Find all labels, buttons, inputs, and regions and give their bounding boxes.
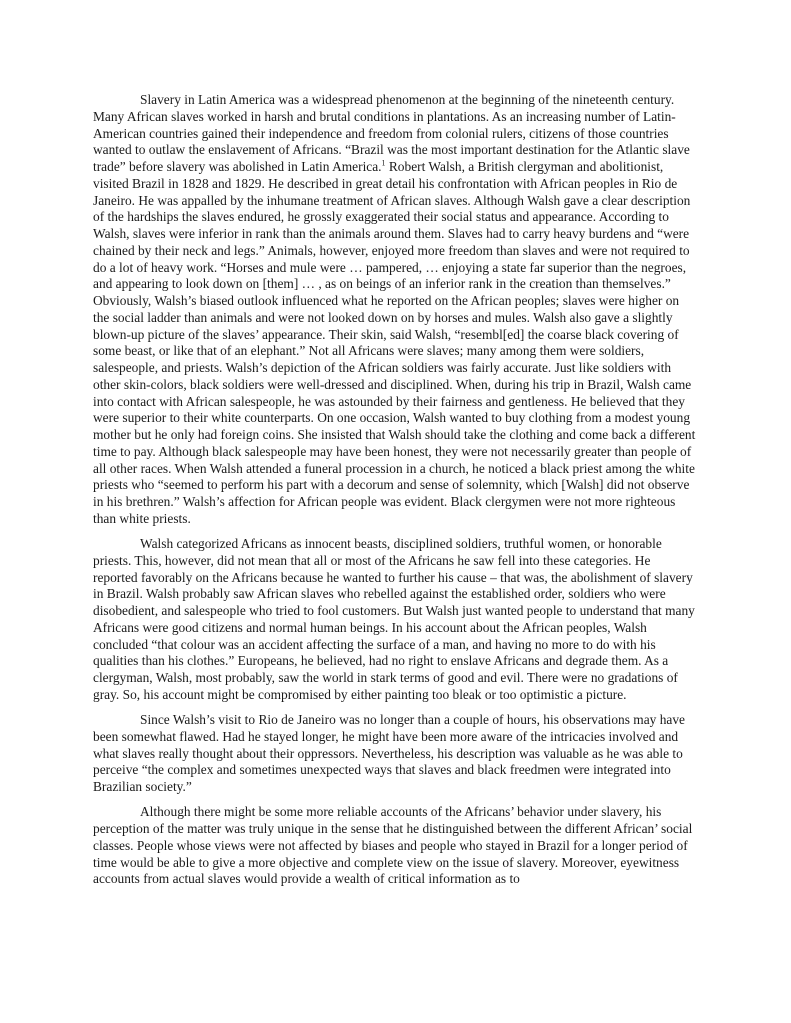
paragraph-1 [93,92,698,528]
paragraph-1-text-a: Slavery in Latin America was a widespread phenomenon at the beginning of the nineteenth century. Many African slaves worked in harsh and brutal conditions in plantations. As an increasing number of Latin-American countries gained their independence and freedom from colonial rulers, citizens of those countries wanted to outlaw the enslavement of Africans. “Brazil was the most important destination for the Atlantic slave trade” before slavery was abolished in Latin America. [93,92,690,174]
paragraph-4: Although there might be some more reliable accounts of the Africans’ behavior under slavery, his perception of the matter was truly unique in the sense that he distinguished between the different African’ social classes. People whose views were not affected by biases and people who stayed in Brazil for a longer period of time would be able to give a more objective and complete view on the issue of slavery. Moreover, eyewitness accounts from actual slaves would provide a wealth of critical information as to [93,804,693,887]
paragraph-2: Walsh categorized Africans as innocent beasts, disciplined soldiers, truthful women, or honorable priests. This, however, did not mean that all or most of the Africans he saw fell into these categories. He reported favorably on the Africans because he wanted to further his cause – that was, the abolishment of slavery in Brazil. Walsh probably saw African slaves who rebelled against the established order, soldiers who were disobedient, and salespeople who tried to fool customers. But Walsh just wanted people to understand that many Africans were good citizens and normal human beings. In his account about the African peoples, Walsh concluded “that colour was an accident affecting the surface of a man, and having no more to do with his qualities than his clothes.” Europeans, he believed, had no right to enslave Africans and degrade them. As a clergyman, Walsh, most probably, saw the world in stark terms of good and evil. There were no gradations of gray. So, his account might be compromised by either painting too bleak or too optimistic a picture. [93,536,695,702]
paragraph-3: Since Walsh’s visit to Rio de Janeiro was no longer than a couple of hours, his observations may have been somewhat flawed. Had he stayed longer, he might have been more aware of the intricacies involved and what slaves really thought about their oppressors. Nevertheless, his description was valuable as he was able to perceive “the complex and sometimes unexpected ways that slaves and black freedmen were integrated into Brazilian society.” [93,712,685,794]
footnote-mark: 1 [381,158,386,168]
paragraph-1-text-b: Robert Walsh, a British clergyman and abolitionist, visited Brazil in 1828 and 1829. He described in great detail his confrontation with African peoples in Rio de Janeiro. He was appalled by the inhumane treatment of African slaves. Although Walsh gave a clear description of the hardships the slaves endured, he grossly exaggerated their social status and appearance. According to Walsh, slaves were inferior in rank than the animals around them. Slaves had to carry heavy burdens and “were chained by their neck and legs.” Animals, however, enjoyed more freedom than slaves and were not required to do a lot of heavy work. “Horses and mule were … pampered, … enjoying a state far superior than the negroes, and appearing to look down on [them] … , as on beings of an inferior rank in the creation than themselves.” Obviously, Walsh’s biased outlook influenced what he reported on the African peoples; slaves were higher on the social ladder than animals and were not looked down on by horses and mules. Walsh also gave a slightly blown-up picture of the slaves’ appearance. Their skin, said Walsh, “resembl[ed] the coarse black covering of some beast, or like that of an elephant.” Not all Africans were slaves; many among them were soldiers, salespeople, and priests. Walsh’s depiction of the African soldiers was fairly accurate. Just like soldiers with other skin-colors, black soldiers were well-dressed and disciplined. When, during his trip in Brazil, Walsh came into contact with African salespeople, he was astounded by their fairness and gentleness. He believed that they were superior to their white counterparts. On one occasion, Walsh wanted to buy clothing from a modest young mother but he only had foreign coins. She insisted that Walsh should take the clothing and come back a different time to pay. Although black salespeople may have been honest, they were not necessarily greater than people of all other races. When Walsh attended a funeral procession in a church, he noticed a black priest among the white priests who “seemed to perform his part with a decorum and sense of solemnity, which [Walsh] did not observe in his brethren.” Walsh’s affection for African people was evident. Black clergymen were not more righteous than white priests. [93,159,696,526]
document-page [93,92,698,897]
